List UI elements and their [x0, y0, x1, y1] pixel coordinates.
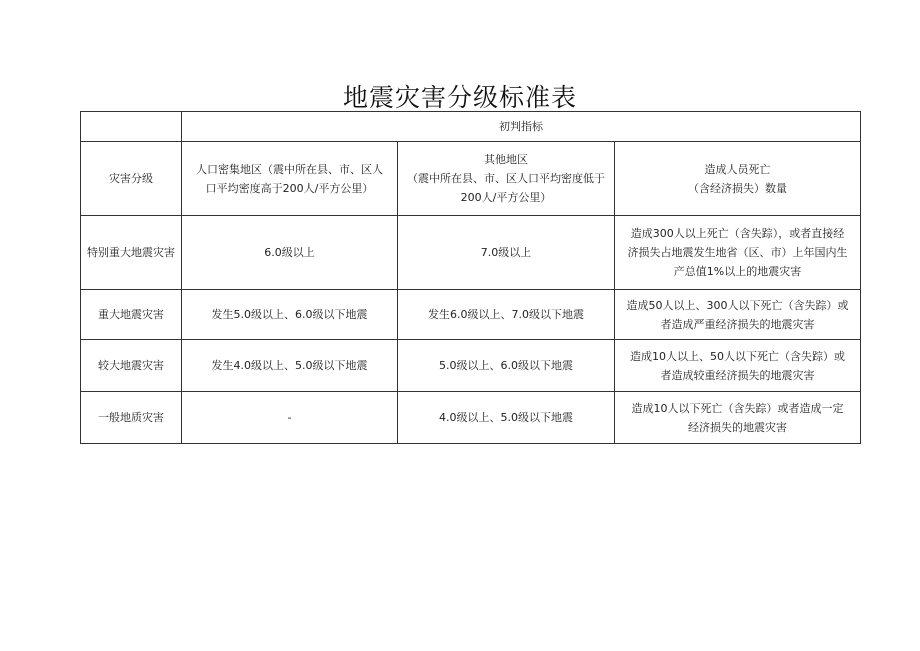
header-other-area-line3: 200人/平方公里） — [460, 191, 552, 204]
row-casualty-line3: 产总值1%以上的地震灾害 — [673, 265, 802, 278]
row-casualty — [615, 216, 861, 290]
row-dense-area: 6.0级以上 — [182, 216, 398, 290]
row-other-area: 发生6.0级以上、7.0级以下地震 — [398, 290, 615, 340]
row-casualty-line2: 济损失占地震发生地省（区、市）上年国内生 — [627, 246, 848, 259]
page-title: 地震灾害分级标准表 — [342, 83, 577, 112]
row-casualty-line1: 造成50人以上、300人以下死亡（含失踪）或 — [626, 298, 849, 312]
table-group-header-row — [81, 112, 861, 142]
group-header-cell: 初判指标 — [182, 112, 861, 142]
row-casualty — [615, 290, 861, 340]
header-casualty-line2: （含经济损失）数量 — [688, 181, 787, 195]
row-dense-area: 发生4.0级以上、5.0级以下地震 — [182, 340, 398, 392]
table-row — [81, 392, 861, 444]
header-casualty-line1: 造成人员死亡 — [704, 162, 771, 176]
row-casualty-line1: 造成300人以上死亡（含失踪），或者直接经 — [630, 227, 845, 240]
row-casualty — [615, 392, 861, 444]
row-casualty-line2: 者造成严重经济损失的地震灾害 — [660, 317, 815, 331]
row-other-area: 5.0级以上、6.0级以下地震 — [398, 340, 615, 392]
row-dense-area: - — [182, 392, 398, 444]
row-level: 一般地质灾害 — [81, 392, 182, 444]
empty-corner-cell — [81, 112, 182, 142]
header-casualty — [615, 142, 861, 216]
row-casualty-line2: 者造成较重经济损失的地震灾害 — [660, 368, 815, 382]
row-casualty-line1: 造成10人以下死亡（含失踪）或者造成一定 — [631, 401, 844, 415]
disaster-grading-table — [80, 111, 861, 444]
row-level: 较大地震灾害 — [81, 340, 182, 392]
header-other-area-line2: （震中所在县、市、区人口平均密度低于 — [407, 172, 605, 185]
header-other-area — [398, 142, 615, 216]
table-row — [81, 340, 861, 392]
table-row — [81, 290, 861, 340]
row-other-area: 4.0级以上、5.0级以下地震 — [398, 392, 615, 444]
row-casualty-line2: 经济损失的地震灾害 — [688, 420, 787, 434]
table-row — [81, 216, 861, 290]
header-level: 灾害分级 — [81, 142, 182, 216]
row-casualty-line1: 造成10人以上、50人以下死亡（含失踪）或 — [630, 349, 845, 363]
row-level: 特别重大地震灾害 — [81, 216, 182, 290]
row-level: 重大地震灾害 — [81, 290, 182, 340]
header-dense-area-line1: 人口密集地区（震中所在县、市、区人 — [196, 162, 383, 176]
header-other-area-line1: 其他地区 — [484, 153, 528, 166]
row-dense-area: 发生5.0级以上、6.0级以下地震 — [182, 290, 398, 340]
table-header-row — [81, 142, 861, 216]
row-casualty — [615, 340, 861, 392]
row-other-area: 7.0级以上 — [398, 216, 615, 290]
header-dense-area — [182, 142, 398, 216]
header-dense-area-line2: 口平均密度高于200人/平方公里） — [205, 181, 374, 195]
